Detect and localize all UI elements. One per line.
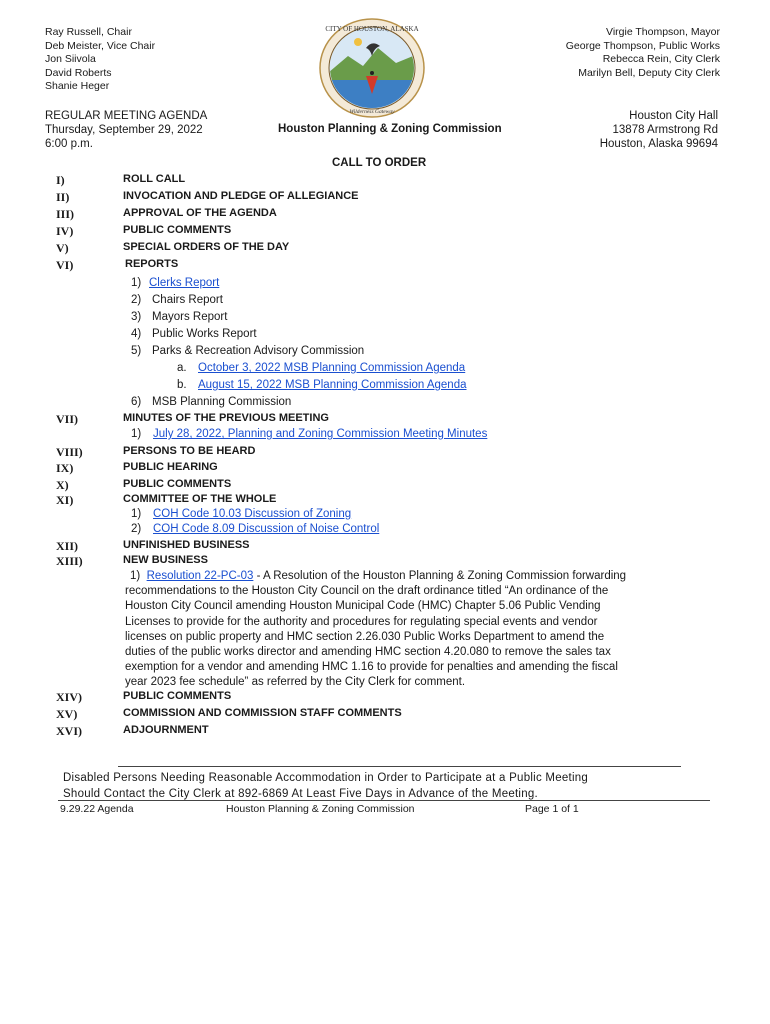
agenda-item: PERSONS TO BE HEARD [123,445,256,457]
official-name: David Roberts [45,66,112,79]
agenda-item: MINUTES OF THE PREVIOUS MEETING [123,412,329,424]
official-name: George Thompson, Public Works [565,39,720,52]
official-name: Shanie Heger [45,80,110,92]
footer-center: Houston Planning & Zoning Commission [226,803,415,815]
new-business-number: 1) [130,570,141,582]
officials-left [45,26,245,94]
msb-agenda-aug-link[interactable]: August 15, 2022 MSB Planning Commission Agenda [198,379,467,391]
venue: Houston City Hall [629,110,718,122]
report-item: Mayors Report [152,311,228,323]
paragraph-line: duties of the public works director and amending HMC section 4.20.080 to remove the sales tax [125,646,611,659]
agenda-number: IX) [56,461,74,475]
agenda-number: II) [56,190,70,204]
agenda-item: PUBLIC COMMENTS [123,224,232,236]
agenda-number: VI) [56,258,74,272]
agenda-item: INVOCATION AND PLEDGE OF ALLEGIANCE [123,190,359,202]
official-name: Deb Meister, Vice Chair [45,39,156,52]
report-number: 1) [131,277,142,289]
agenda-item: ADJOURNMENT [123,724,209,736]
commission-title: Houston Planning & Zoning Commission [278,123,502,135]
agenda-item: PUBLIC COMMENTS [123,478,232,490]
meeting-location [500,109,718,151]
committee-number: 2) [131,523,142,535]
agenda-number: IV) [56,224,74,238]
svg-text:Wilderness Gateway: Wilderness Gateway [349,109,395,115]
official-name: Ray Russell, Chair [45,26,132,38]
agenda-number: I) [56,173,65,187]
footer-left: 9.29.22 Agenda [60,803,134,815]
agenda-number: III) [56,207,75,221]
zoning-code-link[interactable]: COH Code 10.03 Discussion of Zoning [153,508,352,520]
agenda-item: REPORTS [125,258,179,270]
notice-line: Should Contact the City Clerk at 892-6869 At Least Five Days in Advance of the Meeting. [63,787,538,800]
agenda-number: XI) [56,493,74,507]
resolution-link[interactable]: Resolution 22-PC-03 [146,570,254,582]
committee-number: 1) [131,508,142,520]
paragraph-text: - A Resolution of the Houston Planning & Zoning Commission forwarding [253,570,627,582]
agenda-item: ROLL CALL [123,173,186,185]
agenda-item: SPECIAL ORDERS OF THE DAY [123,241,290,253]
agenda-item: COMMITTEE OF THE WHOLE [123,493,277,505]
agenda-item: COMMISSION AND COMMISSION STAFF COMMENTS [123,707,402,719]
notice-divider [118,766,681,767]
report-number: 2) [131,294,142,306]
footer-divider [58,800,710,801]
minutes-link[interactable]: July 28, 2022, Planning and Zoning Commission Meeting Minutes [153,428,488,440]
agenda-item: PUBLIC COMMENTS [123,690,232,702]
agenda-number: VII) [56,412,79,426]
meeting-info [45,109,265,151]
accessibility-notice [63,771,703,802]
report-number: 5) [131,345,142,357]
paragraph-line [125,569,715,584]
meeting-date: Thursday, September 29, 2022 [45,124,203,136]
new-business-paragraph [125,569,715,691]
paragraph-line: Licenses to provide for the authority and procedures for regulating special events and vendor [125,615,598,628]
paragraph-line: recommendations to the Houston City Council on the draft ordinance titled “An ordinance of the [125,585,609,598]
meeting-time: 6:00 p.m. [45,138,93,150]
svg-text:CITY OF HOUSTON, ALASKA: CITY OF HOUSTON, ALASKA [325,25,419,33]
agenda-number: VIII) [56,445,83,459]
paragraph-line: licenses on public property and HMC section 2.26.030 Public Works Department to amend the [125,630,605,643]
address-line: Houston, Alaska 99694 [599,138,718,150]
sub-letter: b. [177,379,187,391]
official-name: Jon Siivola [45,53,96,65]
meeting-type: REGULAR MEETING AGENDA [45,110,208,122]
official-name: Virgie Thompson, Mayor [606,26,720,38]
agenda-item: UNFINISHED BUSINESS [123,539,250,551]
clerks-report-link[interactable]: Clerks Report [149,277,220,289]
official-name: Marilyn Bell, Deputy City Clerk [578,66,720,79]
report-item: Parks & Recreation Advisory Commission [152,345,365,357]
notice-line: Disabled Persons Needing Reasonable Accommodation in Order to Participate at a Public Meeting [63,772,589,784]
report-item: MSB Planning Commission [152,396,292,408]
agenda-number: XV) [56,707,78,721]
report-item: Chairs Report [152,294,223,306]
msb-agenda-oct-link[interactable]: October 3, 2022 MSB Planning Commission Agenda [198,362,466,374]
report-number: 6) [131,396,142,408]
agenda-number: XVI) [56,724,82,738]
agenda-item: PUBLIC HEARING [123,461,218,473]
paragraph-line: Houston City Council amending Houston Municipal Code (HMC) Chapter 5.06 Public Vending [125,600,601,613]
agenda-number: X) [56,478,69,492]
officials-right [480,26,720,80]
official-name: Rebecca Rein, City Clerk [602,53,720,65]
call-to-order-heading: CALL TO ORDER [332,157,427,169]
noise-code-link[interactable]: COH Code 8.09 Discussion of Noise Control [153,523,380,535]
city-seal-logo [318,18,426,118]
report-number: 3) [131,311,142,323]
agenda-number: V) [56,241,69,255]
agenda-item: NEW BUSINESS [123,554,208,566]
city-seal-icon [318,18,426,118]
agenda-item: APPROVAL OF THE AGENDA [123,207,277,219]
sub-letter: a. [177,362,187,374]
page-number: Page 1 of 1 [525,803,579,815]
report-item: Public Works Report [152,328,257,340]
agenda-number: XII) [56,539,79,553]
minutes-number: 1) [131,428,142,440]
agenda-number: XIII) [56,554,83,568]
address-line: 13878 Armstrong Rd [612,124,718,136]
report-number: 4) [131,328,142,340]
paragraph-line: exemption for a vendor and amending HMC 1.16 to provide for penalties and amending the fiscal [125,661,618,674]
agenda-number: XIV) [56,690,82,704]
paragraph-line: year 2023 fee schedule” as referred by the City Clerk for comment. [125,676,466,689]
